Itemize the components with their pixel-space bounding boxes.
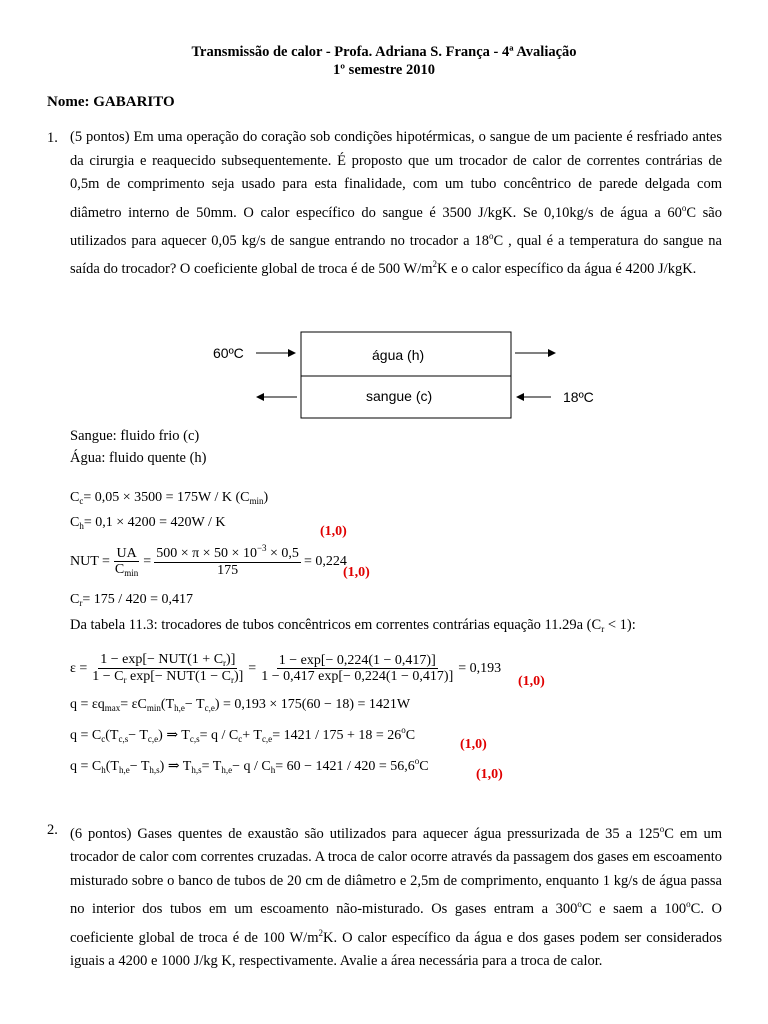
eq-tcs: q = C c (T c,s − T c,e ) ⇒ T c,s = q / C c + T c,e = 1421 / 175 + 18 = 26 o C [70, 724, 416, 744]
score-ths: (1,0) [476, 767, 503, 782]
question-2-text: (6 pontos) Gases quentes de exaustão são utilizados para aquecer água pressurizada de 35 a 125$^o$C em um trocador de calor com correntes cruzadas. A troca de calor ocorre através da passagem dos gases em escoamento misturado sobre o banco de tubos de 20 cm de diâmetro e 2,5m de comprimento, enquanto 1 kg/s de água passa no interior dos tubos em um escoamento não-misturado. Os gases entram a 300$^o$C e saem a 100$^o$C. O coeficiente global de troca é de 100 $W/m^2K$. O calor específico da água e dos gases podem ser considerados iguais a 4200 e 1000 J/kg K, respectivamente. Avalie a área necessária para a troca de calor. [70, 824, 723, 969]
eq-cr: C r = 175 / 420 = 0,417 [70, 592, 194, 608]
score-effectiveness: (1,0) [518, 674, 545, 689]
eq-cc: C c = 0,05 × 3500 = 175W / K (C min ) [70, 490, 269, 506]
hot-inlet-temp: 60ºC [213, 345, 244, 361]
table-reference: Da tabela 11.3: trocadores de tubos concêntricos em correntes contrárias equação 11.29a $(C_r < 1)$: [70, 617, 636, 634]
score-ch: (1,0) [320, 524, 347, 539]
doc-subtitle: 1º semestre 2010 [333, 62, 435, 78]
score-tcs: (1,0) [460, 737, 487, 752]
question-2-number: 2. [47, 822, 58, 838]
fluid-hot-def: Água: fluido quente (h) [70, 450, 207, 466]
question-1-text: (5 pontos) Em uma operação do coração sob condições hipotérmicas, o sangue de um paciente é resfriado antes da cirurgia e reaquecido subsequentemente. É proposto que um trocador de calor de correntes contrárias de 0,5m de comprimento seja usado para esta finalidade, com um tubo concêntrico de parede delgada com diâmetro interno de 50mm. O calor específico do sangue é 3500 J/kgK. Se 0,10kg/s de água a 60$^o$C são utilizados para aquecer 0,05 kg/s de sangue entrando no trocador a 18$^o$C , qual é a temperatura do sangue na saída do trocador? O coeficiente global de troca é de 500 $W/m^2K$ e o calor específico da água é 4200 J/kgK. [70, 129, 722, 277]
heat-exchanger-diagram [0, 320, 768, 430]
exchanger-box [301, 332, 511, 418]
question-1-number: 1. [47, 130, 58, 146]
eq-ths: q = C h (T h,e − T h,s ) ⇒ T h,s = T h,e − q / C h = 60 − 1421 / 420 = 56,6 o C [70, 755, 429, 775]
eq-nut: NUT = $\frac{UA}{C_{min}}$ = $\frac{500 \times \pi \times 50 \times 10^{-3} \times 0,5}{175}$ = 0,224 [70, 543, 347, 578]
hot-fluid-label: água (h) [372, 347, 425, 363]
cold-fluid-label: sangue (c) [366, 388, 433, 404]
doc-title: Transmissão de calor - Profa. Adriana S. França - 4ª Avaliação [191, 44, 577, 60]
eq-effectiveness: ε = $\frac{1 - \exp[- NUT(1 + C_r)]}{1 - C_r \exp[- NUT(1 - C_r)]}$ = $\frac{1 - \exp[- 0,224(1 - 0,417)]}{1 - 0,417 \exp[- 0,224(1 - 0,417)]}$ = 0,193 [70, 652, 502, 685]
score-nut: (1,0) [343, 565, 370, 580]
fluid-cold-def: Sangue: fluido frio (c) [70, 428, 200, 444]
cold-inlet-temp: 18ºC [563, 389, 594, 405]
eq-q: q = εq max = εC min (T h,e − T c,e ) = 0,193 × 175(60 − 18) = 1421W [70, 697, 411, 713]
eq-ch: C h = 0,1 × 4200 = 420W / K [70, 515, 226, 531]
student-name: Nome: GABARITO [47, 94, 175, 110]
